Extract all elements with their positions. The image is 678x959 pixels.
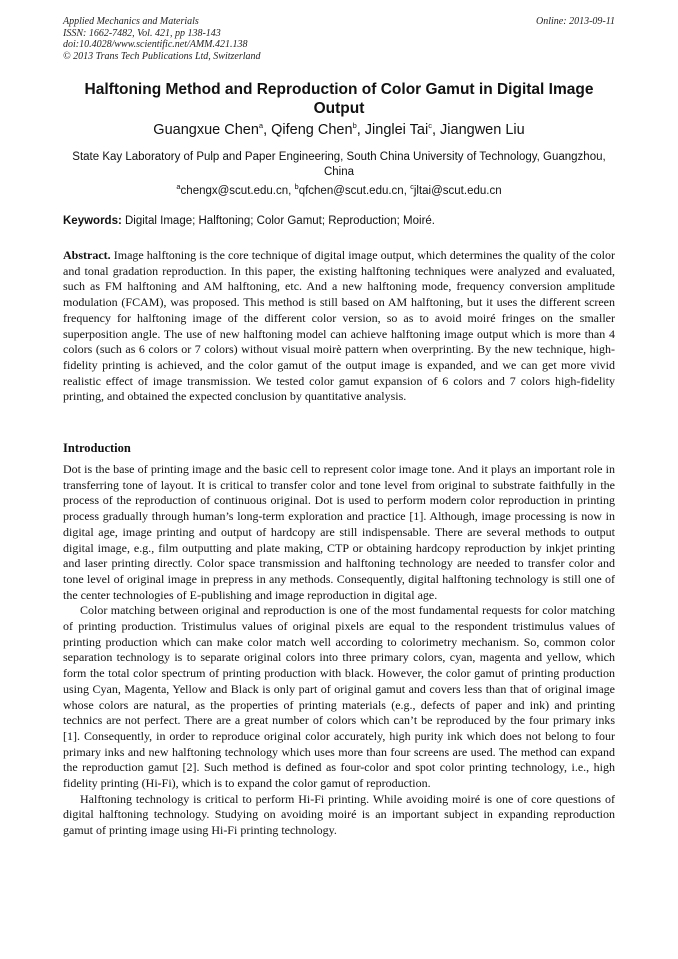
author-superscript: c [428, 121, 432, 131]
online-date: Online: 2013-09-11 [536, 16, 615, 27]
email-address: chengx@scut.edu.cn [180, 185, 289, 197]
abstract-text: Image halftoning is the core technique of digital image output, which determines the quality of the color and tonal gradation reproduction. In this paper, the existing halftoning techniques were analyzed and evaluated, such as FM halftoning and AM halftoning, etc. And a new halftoning mode, frequency conversion amplitude modulation (FCAM), was proposed. This method is still based on AM halftoning, but it uses the different screen frequency for halftoning image of the different color version, so as to avoid moiré fringes on the smaller superposition angle. The use of new halftoning model can achieve halftoning image output which is more than 4 colors (such as 6 colors or 7 colors) without visual moirè pattern when overprinting. By the new technique, high-fidelity printing is achieved, and the color gamut of the output image is expanded, and we can get more vivid realistic effect of image transmission. We tested color gamut expansion of 6 colors and 7 colors high-fidelity printing, and obtained the expected conclusion by quantitative analysis. [63, 248, 616, 404]
keywords-line [63, 214, 615, 228]
keywords-text: Digital Image; Halftoning; Color Gamut; Reproduction; Moiré. [125, 215, 436, 227]
author-name: Jinglei Tai [364, 122, 429, 138]
journal-header [63, 16, 615, 62]
affiliation: State Kay Laboratory of Pulp and Paper Engineering, South China University of Technology, Guangzhou, China [72, 151, 606, 178]
abstract-label: Abstract. [63, 248, 111, 262]
email-separator: , [403, 185, 411, 197]
introduction-heading: Introduction [63, 441, 131, 455]
email-address: jltai@scut.edu.cn [413, 185, 502, 197]
email-superscript: b [294, 182, 299, 192]
journal-name: Applied Mechanics and Materials [63, 16, 199, 27]
abstract [63, 248, 615, 405]
author-list [63, 121, 615, 139]
author-name: Jiangwen Liu [440, 122, 525, 138]
email-superscript: c [410, 182, 414, 192]
email-list [63, 184, 615, 198]
author-name: Guangxue Chen [153, 122, 259, 138]
author-separator: , [431, 122, 441, 138]
author-name: Qifeng Chen [271, 122, 353, 138]
doi-line: doi:10.4028/www.scientific.net/AMM.421.138 [63, 39, 248, 50]
keywords-label: Keywords: [63, 215, 122, 227]
email-superscript: a [176, 182, 181, 192]
introduction-body [63, 462, 615, 839]
email-separator: , [288, 185, 295, 197]
email-address: qfchen@scut.edu.cn [298, 185, 404, 197]
author-superscript: a [258, 121, 264, 131]
paper-title: Halftoning Method and Reproduction of Color Gamut in Digital Image Output [84, 81, 594, 117]
intro-paragraph: Dot is the base of printing image and the basic cell to represent color image tone. And it plays an important role in transferring tone of layout. It is critical to transfer color and tone level from original to substrate faithfully in the process of the reproduction of continuous original. Dot is used to perform modern color reproduction in printing process gradually through human’s long-term exploration and practice [1]. Although, image processing is now in digital age, image printing and output of hardcopy are still indispensable. There are several methods to output digital image, e.g., film outputting and plate making, CTP or obtaining hardcopy reproduction by inkjet printing and laser printing directly. Color space transmission and halftoning technology are needed to transfer color and tone level of original image in prepress in any methods. Consequently, digital halftoning technology is still one of the center technologies of E-publishing and image reproduction in digital age. [63, 462, 615, 602]
copyright-line: © 2013 Trans Tech Publications Ltd, Switzerland [63, 50, 261, 62]
author-separator: , [263, 122, 272, 138]
intro-paragraph: Color matching between original and reproduction is one of the most fundamental requests for color matching of printing production. Tristimulus values of original pixels are equal to the respondent tristimulus values of printing production which can make color match well according to colorimetry mechanism. So, common color separation technology is to separate original colors into three primary colors, cyan, magenta and yellow, which form the total color spectrum of printing production with black. However, the color gamut of printing production using Cyan, Magenta, Yellow and Black is only part of original gamut and covers less than that of original image whose colors are natural, as the properties of printing materials (e.g., defects of paper and ink) and printing technics are not perfect. There are a great number of colors which can’t be reproduced by the four primary inks [1]. Consequently, in order to reproduce original color accurately, high purity ink which does not belong to four primary inks and new halftoning technology which uses more than four screens are used. The method can expand the reproduction gamut [2]. Such method is defined as four-color and spot color printing technology, i.e., high fidelity printing (Hi-Fi), which is to expand the color gamut of reproduction. [63, 603, 615, 791]
issn-line: ISSN: 1662-7482, Vol. 421, pp 138-143 [63, 27, 221, 39]
author-separator: , [356, 122, 365, 138]
author-superscript: b [352, 121, 357, 131]
intro-paragraph: Halftoning technology is critical to perform Hi-Fi printing. While avoiding moiré is one of core questions of digital halftoning technology. Studying on avoiding moiré is an important subject in expanding reproduction gamut of printing image using Hi-Fi printing technology. [63, 791, 615, 838]
